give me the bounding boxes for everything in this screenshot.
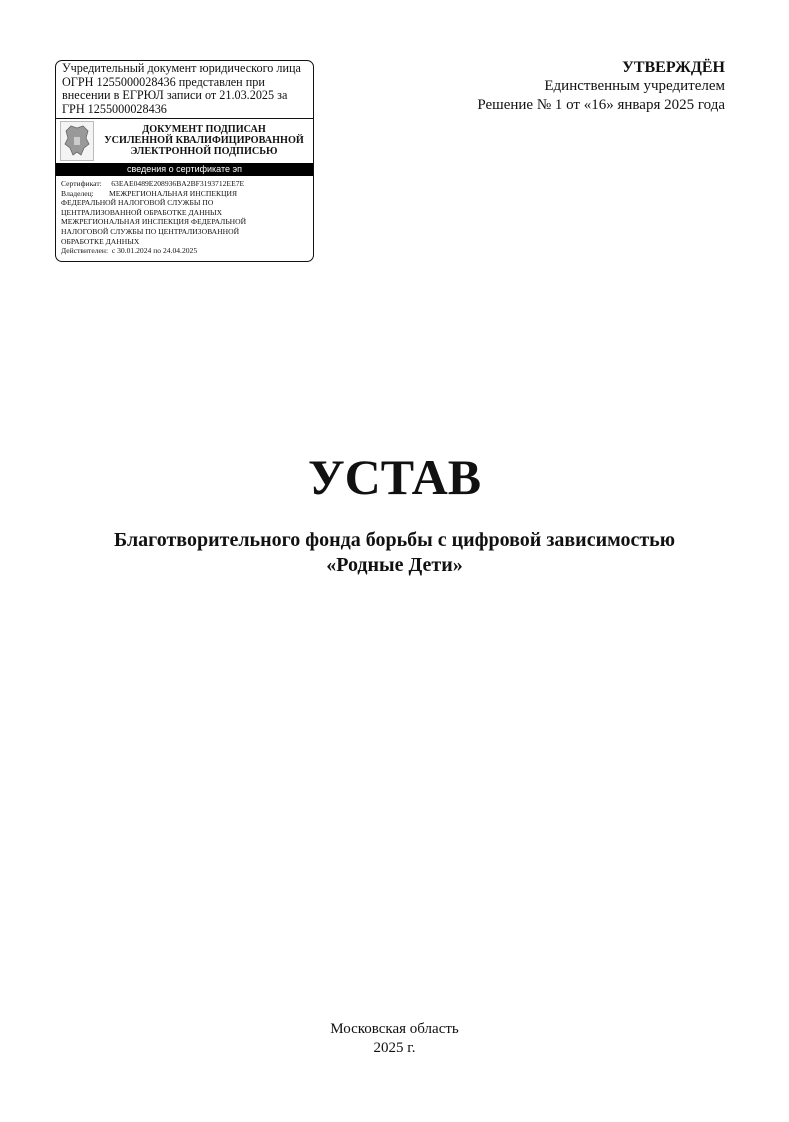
- cert-line: НАЛОГОВОЙ СЛУЖБЫ ПО ЦЕНТРАЛИЗОВАННОЙ: [61, 226, 240, 236]
- cert-line: Владелец: МЕЖРЕГИОНАЛЬНАЯ ИНСПЕКЦИЯ: [61, 188, 238, 198]
- registry-line: внесении в ЕГРЮЛ записи от 21.03.2025 за: [62, 88, 288, 103]
- registry-line: Учредительный документ юридического лица: [62, 61, 301, 75]
- approval-title: УТВЕРЖДЁН: [622, 59, 725, 76]
- document-subtitle: [0, 528, 789, 578]
- subtitle-line: Благотворительного фонда борьбы с цифровой зависимостью: [113, 529, 676, 551]
- signed-notice: [96, 124, 312, 157]
- document-title: УСТАВ: [307, 449, 482, 505]
- signed-line: ДОКУМЕНТ ПОДПИСАН: [142, 124, 266, 135]
- approval-line: Единственным учредителем: [544, 78, 725, 94]
- certificate-bar: сведения о сертификате эп: [56, 163, 313, 176]
- registry-note: [62, 62, 312, 116]
- coat-of-arms-icon: [60, 121, 94, 161]
- cert-line: Действителен: с 30.01.2024 по 24.04.2025: [61, 246, 198, 256]
- place: Московская область: [330, 1021, 459, 1037]
- approval-line: Решение № 1 от «16» января 2025 года: [477, 97, 725, 113]
- cert-line: Сертификат: 63EAE0489E208936BA2BF3193712EE7E: [61, 179, 245, 188]
- registry-line: ГРН 1255000028436: [62, 101, 167, 116]
- document-footer: [0, 1020, 789, 1058]
- year: 2025 г.: [373, 1040, 416, 1056]
- cert-line: МЕЖРЕГИОНАЛЬНАЯ ИНСПЕКЦИЯ ФЕДЕРАЛЬНОЙ: [61, 217, 247, 227]
- registry-line: ОГРН 1255000028436 представлен при: [62, 74, 265, 89]
- cert-line: ФЕДЕРАЛЬНОЙ НАЛОГОВОЙ СЛУЖБЫ ПО: [61, 198, 214, 208]
- signed-line: ЭЛЕКТРОННОЙ ПОДПИСЬЮ: [130, 146, 278, 157]
- cert-line: ОБРАБОТКЕ ДАННЫХ: [61, 236, 140, 246]
- approval-block: [477, 58, 725, 115]
- e-signature-stamp: [55, 60, 314, 262]
- cert-line: ЦЕНТРАЛИЗОВАННОЙ ОБРАБОТКЕ ДАННЫХ: [61, 207, 223, 217]
- certificate-details: [61, 179, 311, 256]
- subtitle-line: «Родные Дети»: [326, 554, 463, 576]
- signed-line: УСИЛЕННОЙ КВАЛИФИЦИРОВАННОЙ: [104, 135, 304, 146]
- divider: [56, 118, 313, 119]
